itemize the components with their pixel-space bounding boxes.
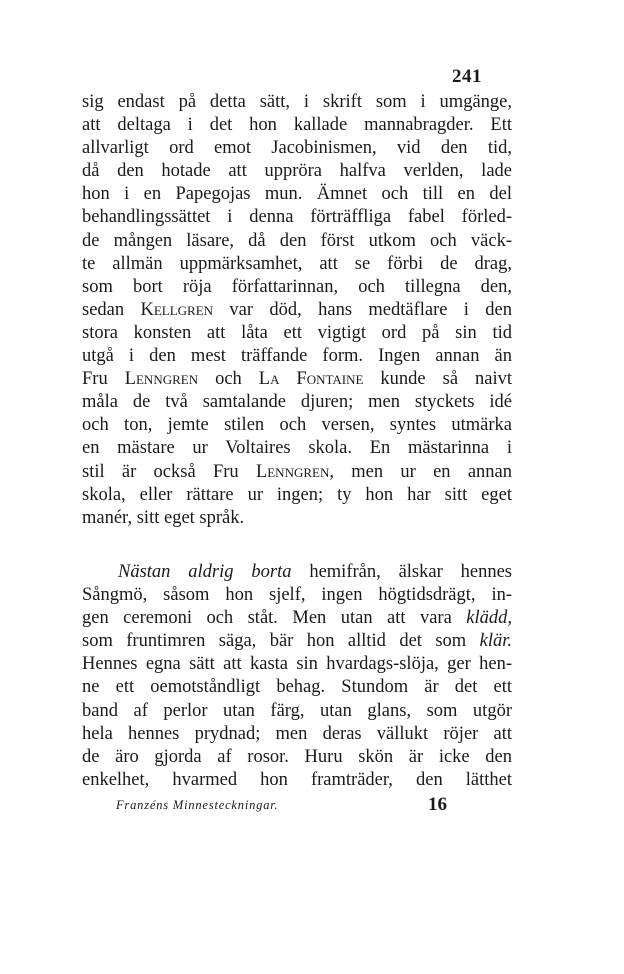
text-segment: var död, hans medtäflare i den (213, 299, 512, 320)
text-segment: och (198, 369, 259, 390)
text-line: hela hennes prydnad; men deras vällukt röjer att (82, 723, 512, 744)
text-segment: Fru (82, 369, 125, 390)
text-line: band af perlor utan färg, utan glans, som utgör (82, 700, 512, 721)
text-line: en mästare ur Voltaires skola. En mästarinna i (82, 438, 512, 459)
text-segment: gen ceremoni och ståt. Men utan att vara (82, 608, 467, 629)
text-line: de äro gjorda af rosor. Huru skön är icke den (82, 746, 512, 767)
text-segment: kunde så naivt (363, 369, 512, 390)
text-line: utgå i den mest träffande form. Ingen annan än (82, 346, 512, 367)
text-line (82, 561, 512, 584)
author-name-lenngren: Lenngren (255, 461, 330, 482)
text-line (82, 607, 512, 630)
author-name-kellgren: Kellgren (140, 299, 214, 320)
italic-word: klär. (479, 631, 512, 652)
text-line: stora konsten att låta ett vigtigt ord på sin tid (82, 322, 512, 343)
paragraph-1 (82, 91, 512, 530)
text-line: de mången läsare, då den först utkom och väck- (82, 230, 512, 251)
text-line: som bort röja författarinnan, och tillegna den, (82, 276, 512, 297)
text-line: Sångmö, såsom hon sjelf, ingen högtidsdrägt, in- (82, 585, 512, 606)
sheet-number: 16 (428, 794, 447, 815)
text-line: hon i en Papegojas mun. Ämnet och till en del (82, 184, 512, 205)
text-line: att deltaga i det hon kallade mannabragder. Ett (82, 115, 512, 136)
text-segment: sedan (82, 299, 141, 320)
italic-phrase: Nästan aldrig borta (118, 562, 292, 582)
text-line: manér, sitt eget språk. (82, 507, 245, 528)
text-line: te allmän uppmärksamhet, att se förbi de drag, (82, 253, 512, 274)
text-line: allvarligt ord emot Jacobinismen, vid den tid, (82, 138, 512, 159)
text-segment: , men ur en annan (329, 461, 512, 482)
italic-word: klädd, (466, 608, 512, 629)
text-line: då den hotade att uppröra halfva verlden, lade (82, 161, 512, 182)
text-line: ne ett oemotståndligt behag. Stundom är det ett (82, 677, 512, 698)
text-segment: stil är också Fru (82, 461, 256, 482)
text-line (82, 461, 512, 484)
text-line: skola, eller rättare ur ingen; ty hon har sitt eget (82, 484, 512, 505)
author-name-la-fontaine: La Fontaine (258, 369, 364, 390)
text-line: måla de två samtalande djuren; men styckets idé (82, 392, 512, 413)
page-footer (82, 794, 512, 818)
page-number: 241 (452, 66, 482, 87)
text-line: sig endast på detta sätt, i skrift som i umgänge, (82, 92, 512, 112)
text-segment: som fruntimren säga, bär hon alltid det som (82, 631, 480, 652)
text-line (82, 630, 512, 653)
text-line: enkelhet, hvarmed hon framträder, den lätthet (82, 769, 512, 790)
text-line: behandlingssättet i denna förträffliga fabel förled- (82, 207, 512, 228)
paragraph-2 (82, 561, 512, 792)
signature-mark: Franzéns Minnesteckningar. (116, 798, 279, 812)
text-line (82, 368, 512, 391)
text-segment: hemifrån, älskar hennes (291, 562, 512, 582)
author-name-lenngren: Lenngren (124, 369, 199, 390)
text-line: och ton, jemte stilen och versen, syntes utmärka (82, 415, 512, 436)
text-line: Hennes egna sätt att kasta sin hvardags-slöja, ger hen- (82, 654, 512, 675)
text-line (82, 299, 512, 322)
